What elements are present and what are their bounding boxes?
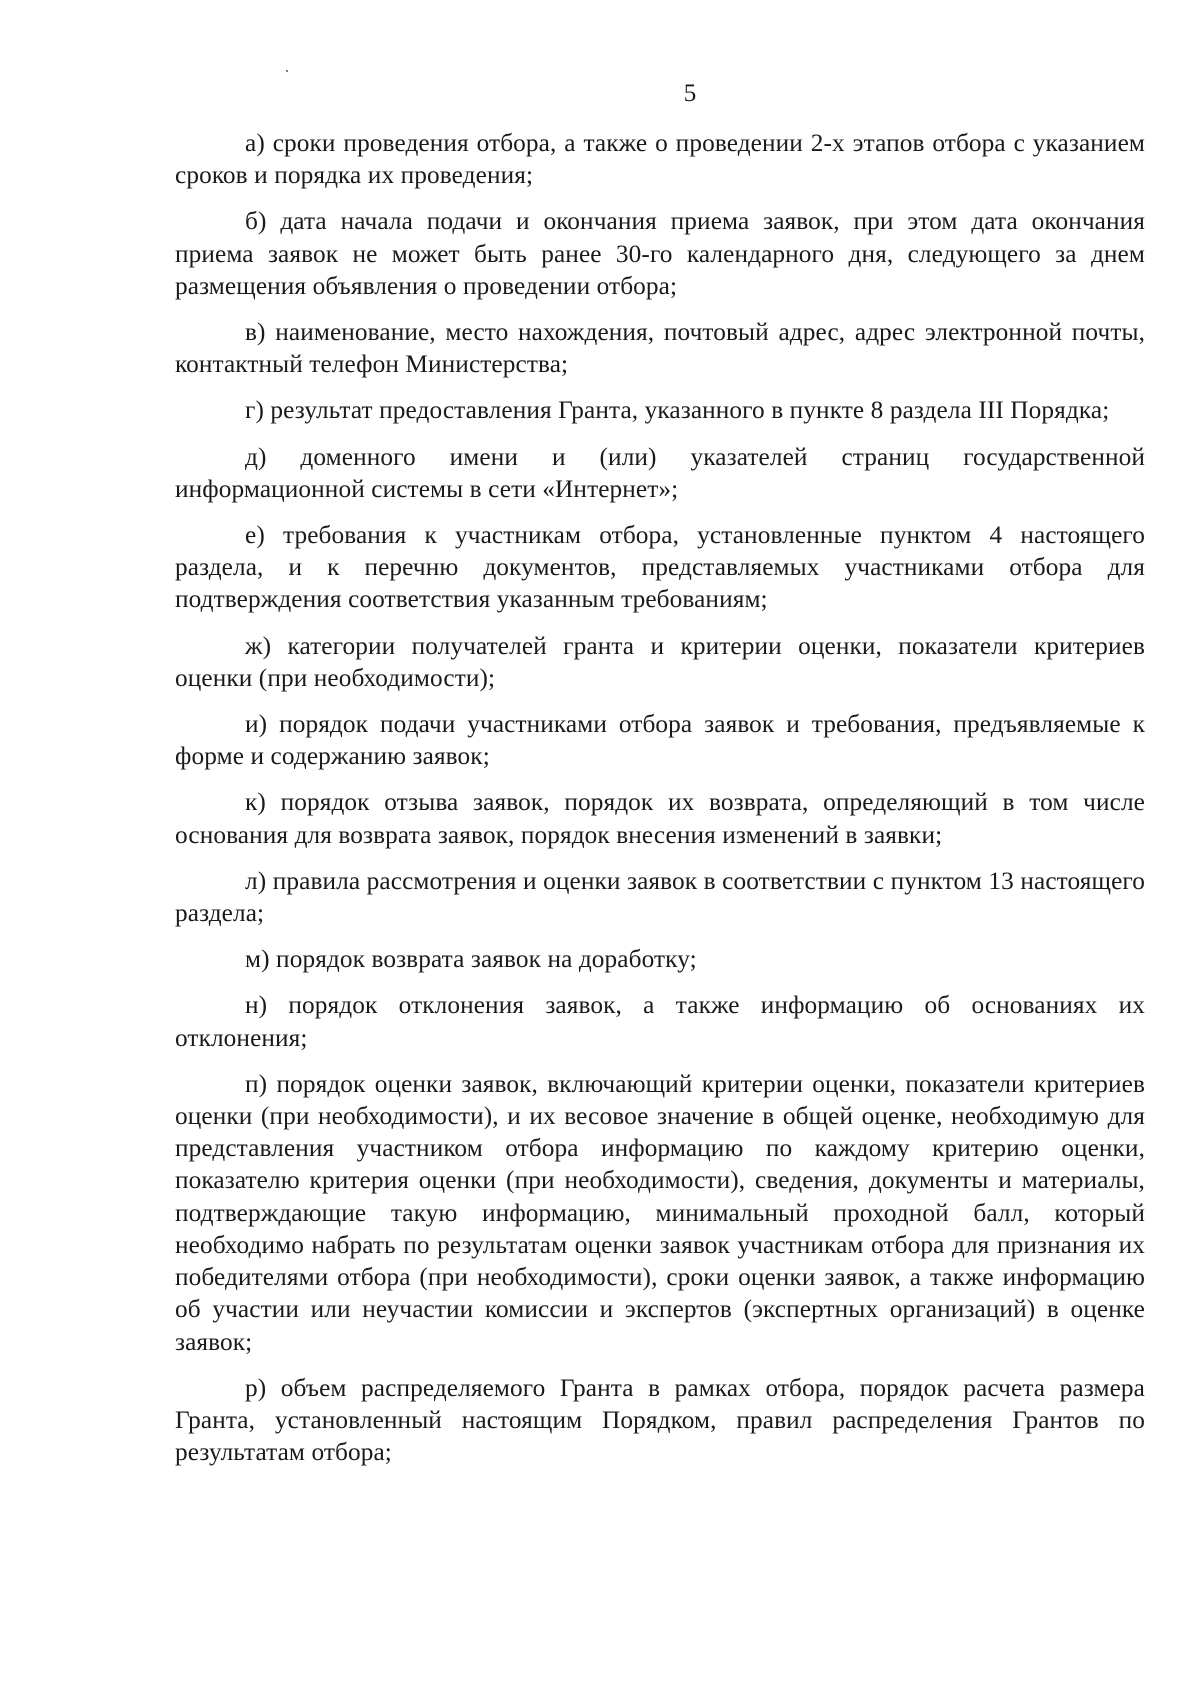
scan-speck — [286, 70, 288, 72]
paragraph-p: п) порядок оценки заявок, включающий критерии оценки, показатели критериев оценки (при необходимости), и их весовое значение в общей оценке, необходимую для представления участником отбора информацию по каждому критерию оценки, показателю критерия оценки (при необходимости), сведения, документы и материалы, подтверждающие такую информацию, минимальный проходной балл, который необходимо набрать по результатам оценки заявок участникам отбора для признания их победителями отбора (при необходимости), сроки оценки заявок, а также информацию об участии или неучастии комиссии и экспертов (экспертных организаций) в оценке заявок; — [175, 1069, 1145, 1356]
paragraph-b: б) дата начала подачи и окончания приема заявок, при этом дата окончания приема заявок не может быть ранее 30-го календарного дня, следующего за днем размещения объявления о проведении отбора; — [175, 207, 1145, 300]
paragraph-l: л) правила рассмотрения и оценки заявок в соответствии с пунктом 13 настоящего раздела; — [175, 866, 1145, 928]
paragraph-i: и) порядок подачи участниками отбора заявок и требования, предъявляемые к форме и содержанию заявок; — [175, 710, 1145, 771]
paragraph-g: г) результат предоставления Гранта, указанного в пункте 8 раздела III Порядка; — [245, 396, 1110, 425]
paragraph-r: р) объем распределяемого Гранта в рамках отбора, порядок расчета размера Гранта, установленный настоящим Порядком, правил распределения Грантов по результатам отбора; — [175, 1373, 1145, 1467]
paragraph-m: м) порядок возврата заявок на доработку; — [245, 945, 697, 974]
paragraph-n: н) порядок отклонения заявок, а также информацию об основаниях их отклонения; — [175, 991, 1145, 1052]
page-number: 5 — [683, 80, 697, 107]
paragraph-zh: ж) категории получателей гранта и критерии оценки, показатели критериев оценки (при необходимости); — [175, 631, 1145, 692]
paragraph-v: в) наименование, место нахождения, почтовый адрес, адрес электронной почты, контактный телефон Министерства; — [175, 318, 1145, 379]
paragraph-d: д) доменного имени и (или) указателей страниц государственной информационной системы в сети «Интернет»; — [175, 442, 1145, 503]
paragraph-a: а) сроки проведения отбора, а также о проведении 2-х этапов отбора с указанием сроков и порядка их проведения; — [175, 129, 1145, 190]
paragraph-k: к) порядок отзыва заявок, порядок их возврата, определяющий в том числе основания для возврата заявок, порядок внесения изменений в заявки; — [175, 788, 1145, 849]
paragraph-e: е) требования к участникам отбора, установленные пунктом 4 настоящего раздела, и к перечню документов, представляемых участниками отбора для подтверждения соответствия указанным требованиям; — [175, 521, 1145, 614]
document-body — [175, 127, 1145, 1482]
